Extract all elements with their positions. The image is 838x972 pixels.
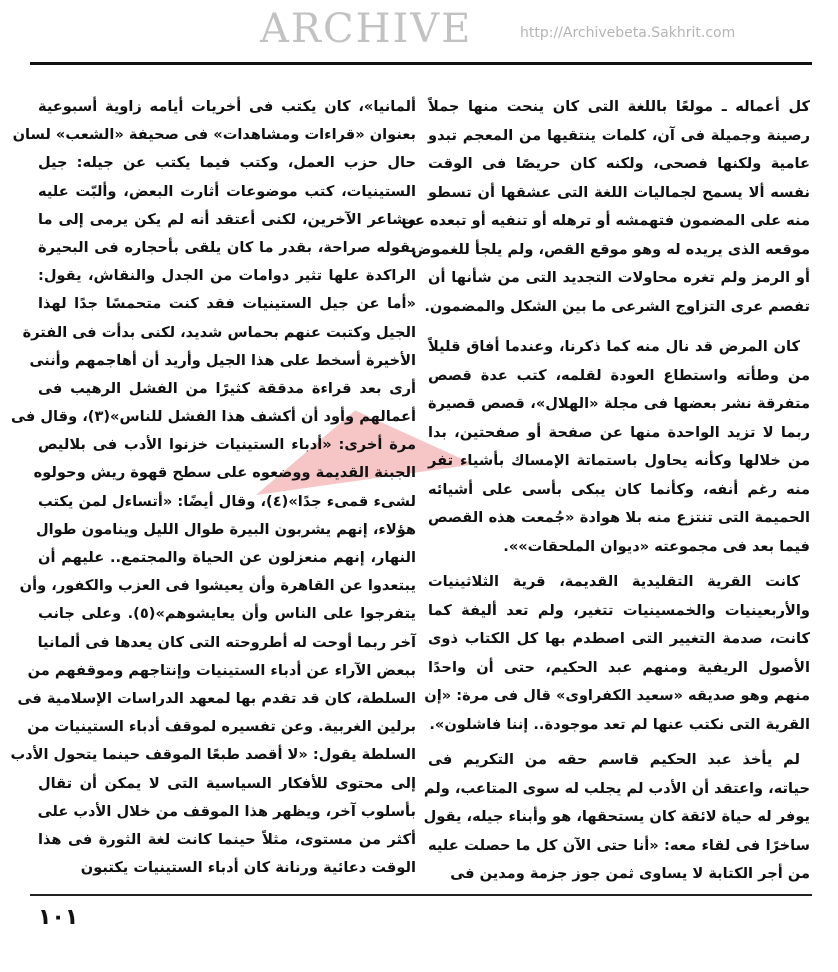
text-line: الجبنة القديمة ووضعوه على سطح قهوة ريش وحولوه bbox=[33, 464, 416, 482]
text-line: أعمالهم وأود أن أكشف هذا الفشل للناس»(٣)، وقال فى bbox=[10, 408, 416, 426]
text-line: كان المرض قد نال منه كما ذكرنا، وعندما أفاق قليلاً bbox=[428, 338, 800, 355]
page-number: ١٠١ bbox=[38, 905, 79, 930]
text-line: لشىء قمىء جدًا»(٤)، وقال أيضًا: «أتساءل لمن يكتب bbox=[38, 492, 416, 510]
text-line: أرى بعد قراءة مدققة كثيرًا من الفشل الرهيب فى bbox=[38, 379, 416, 397]
text-line: رصينة وجميلة فى آن، كلمات ينتقيها من المعجم تبدو bbox=[428, 126, 810, 144]
text-line: مشاعر الآخرين، لكنى أعتقد أنه لم يكن يرمى إلى ما bbox=[38, 210, 416, 228]
text-line: يتفرجوا على الناس وأن يعايشوهم»(٥). وعلى جانب bbox=[38, 605, 416, 623]
text-line: موقعه الذى يريده له وهو موقع القص، ولم يلجأ للغموض bbox=[411, 240, 810, 258]
text-line: بأسلوب آخر، ويظهر هذا الموقف من خلال الأدب على bbox=[37, 802, 416, 820]
text-line: برلين الغربية. وعن تفسيره لموقف أدباء الستينيات من bbox=[27, 718, 416, 736]
text-line: ربما لا تزيد الواحدة منها عن صفحة أو صفحتين، بدا bbox=[428, 423, 810, 441]
text-line: يوفر له حياة لائقة كان يستحقها، هو وأبناء جيله، يقول bbox=[423, 808, 810, 825]
text-line: منهم وهو صديقه «سعيد الكفراوى» قال فى مرة: «إن bbox=[424, 687, 810, 704]
text-line: الحميمة التى تنتزع منه بلا هوادة «جُمعت هذه القصص bbox=[428, 509, 810, 526]
text-line: فيما بعد فى مجموعته «ديوان الملحقات»». bbox=[503, 537, 810, 555]
paragraph bbox=[423, 746, 810, 889]
text-line: الراكدة علها تثير دوامات من الجدل والنقاش، يقول: bbox=[38, 267, 416, 285]
text-line: من أجر الكتابة لا يساوى ثمن جوز جزمة ومدين فى bbox=[450, 865, 810, 882]
paragraph bbox=[424, 568, 810, 739]
text-line: النهار، إنهم منعزلون عن الحياة والمجتمع.. عليهم أن bbox=[38, 549, 416, 566]
text-line: آخر ربما أوحت له أطروحته التى كان يعدها فى ألمانيا bbox=[37, 633, 416, 651]
top-rule bbox=[30, 62, 812, 65]
text-line: تفصم عرى التزاوج الشرعى ما بين الشكل والمضمون. bbox=[424, 297, 810, 315]
text-line: الأخيرة أسخط على هذا الجيل وأريد أن أهاجمهم وأننى bbox=[29, 351, 416, 369]
text-line: مرة أخرى: «أدباء الستينيات خزنوا الأدب فى بلاليص bbox=[38, 436, 416, 454]
text-line: كانت القرية التقليدية القديمة، قرية الثلاثينيات bbox=[428, 573, 800, 590]
text-line: حياته، واعتقد أن الأدب لم يجلب له سوى المتاعب، ولم bbox=[423, 779, 810, 797]
text-line: ببعض الآراء عن أدباء الستينيات وإنتاجهم وموقفهم من bbox=[27, 661, 416, 679]
text-line: حال حزب العمل، وكتب فيما يكتب عن جيله: جيل bbox=[38, 154, 416, 172]
text-line: نفسه ألا يسمح لجماليات اللغة التى عشقها أن تسطو bbox=[428, 183, 810, 201]
text-line: السلطة يقول: «لا أقصد طبعًا الموقف حينما يتحول الأدب bbox=[10, 746, 416, 764]
text-line: الوقت دعائية ورنانة كان أدباء الستينيات يكتبون bbox=[80, 859, 416, 877]
text-line: الجيل وكتبت عنهم بحماس شديد، لكنى بدأت فى الفترة bbox=[22, 323, 416, 341]
text-line: يبتعدوا عن القاهرة وأن يعيشوا فى العزب والكفور، وأن bbox=[19, 577, 416, 595]
text-line: كانت، صدمة التغيير التى اصطدم بها كل الكتاب ذوى bbox=[428, 630, 810, 647]
watermark-logo: ARCHIVE bbox=[260, 6, 473, 52]
text-line: من خلالها وكأنه يحاول باستماتة الإمساك بأشياء تفر bbox=[428, 452, 810, 469]
text-line: متفرقة نشر بعضها فى مجلة «الهلال»، قصص قصيرة bbox=[428, 395, 810, 412]
text-line: الستينيات، كتب موضوعات أثارت البعض، وألبّت عليه bbox=[38, 182, 416, 200]
text-line: منه على المضمون فتهمشه أو ترهله أو تنفيه أو تبعده عن bbox=[401, 212, 810, 229]
watermark-url: http://Archivebeta.Sakhrit.com bbox=[520, 25, 736, 41]
text-line: بعنوان «قراءات ومشاهدات» فى صحيفة «الشعب» لسان bbox=[12, 126, 416, 144]
text-line: والأربعينيات والخمسينيات تتغير، ولم تعد أليفة كما bbox=[428, 601, 810, 619]
bottom-rule bbox=[30, 894, 812, 896]
text-line: كل أعماله ـ مولعًا باللغة التى كان ينحت منها جملاً bbox=[428, 98, 810, 115]
text-line: الأصول الريفية ومنهم عبد الحكيم، حتى أن واحدًا bbox=[428, 658, 810, 676]
text-line: إلى محتوى للأفكار السياسية التى لا يمكن أن تقال bbox=[38, 774, 416, 792]
text-line: منه رغم أنفه، وكأنما كان يبكى بأسى على أشيائه bbox=[428, 480, 810, 498]
text-line: ألمانيا»، كان يكتب فى أخريات أيامه زاوية أسبوعية bbox=[38, 98, 416, 115]
text-line: ساخرًا فى لقاء معه: «أنا حتى الآن كل ما حصلت عليه bbox=[428, 836, 810, 854]
text-line: أو الرمز ولم تغره محاولات التجديد التى من شأنها أن bbox=[428, 269, 810, 286]
text-line: يقوله صراحة، بقدر ما كان يلقى بأحجاره فى البحيرة bbox=[38, 238, 416, 256]
left-column bbox=[10, 93, 416, 882]
text-line: من وطأته واستطاع العودة لقلمه، كتب عدة قصص bbox=[428, 366, 810, 384]
text-line: لم يأخذ عبد الحكيم قاسم حقه من التكريم فى bbox=[428, 751, 800, 768]
text-line: عامية ولكنها فصحى، ولكنه كان حريصًا فى الوقت bbox=[428, 155, 810, 172]
text-line: السلطة، كان قد تقدم بها لمعهد الدراسات الإسلامية فى bbox=[17, 689, 416, 707]
text-line: أكثر من مستوى، مثلاً حينما كانت لغة الثورة فى هذا bbox=[38, 830, 416, 848]
text-line: «أما عن جيل الستينيات فقد كنت متحمسًا جدًا لهذا bbox=[38, 295, 416, 313]
paragraph bbox=[428, 333, 810, 561]
text-line: القرية التى نكتب عنها لم تعد موجودة.. إننا فاشلون». bbox=[429, 715, 810, 733]
paragraph bbox=[401, 93, 810, 321]
text-line: هؤلاء، إنهم يشربون البيرة طوال الليل وينامون طوال bbox=[35, 520, 416, 538]
